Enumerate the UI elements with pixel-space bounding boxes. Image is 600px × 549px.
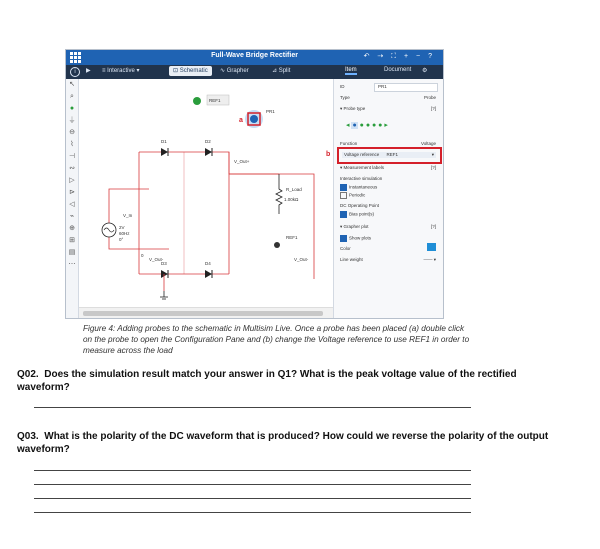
periodic-checkbox[interactable]: Periodic [340,192,365,199]
probe-icon[interactable]: ● [69,105,75,112]
search-icon[interactable]: ⌕ [70,93,74,100]
label-vout-minus-right: V_Out- [294,257,309,262]
line-weight-dropdown[interactable]: ―― ▾ [423,257,436,262]
question-q02 [17,368,567,394]
horizontal-scrollbar[interactable] [79,307,333,319]
diode-d2 [205,148,212,156]
probe-ref-label: REF1 [209,98,221,103]
type-label: Type [340,95,350,100]
probe-top [193,97,201,105]
transistor-icon[interactable]: ⊳ [69,189,75,196]
color-label: Color [340,246,351,251]
instantaneous-checkbox[interactable]: Instantaneous [340,184,377,191]
label-pr1: PR1 [266,109,275,114]
configuration-pane [326,79,444,318]
answer-line [34,470,471,471]
marker-a: a [239,117,243,124]
bias-points-checkbox[interactable]: Bias point(s) [340,211,374,218]
misc-icon[interactable]: ⋯ [68,261,76,268]
title-bar [66,50,443,65]
figure-caption: Figure 4: Adding probes to the schematic in Multisim Live. Once a probe has been placed (a) double click on the probe to open the Configuration Pane and (b) change the Voltage reference to use REF1 in order to measure across the load [83,324,470,355]
label-d3: D3 [161,261,167,266]
help-icon[interactable]: [?] [430,224,436,229]
tab-schematic[interactable]: ⊡ Schematic [169,66,212,76]
capacitor-icon[interactable]: ⊣ [68,153,76,160]
diode-icon[interactable]: ▷ [69,177,75,184]
voltage-reference-dropdown[interactable]: Voltage reference REF1 ▾ [344,152,434,157]
logic-icon[interactable]: ⊞ [69,237,75,244]
probe-pr1 [250,115,258,123]
source-icon[interactable]: ⊖ [69,129,75,136]
answer-line [34,498,471,499]
wire-top [139,152,279,174]
question-number: Q02. [17,369,39,380]
question-number: Q03. [17,431,39,442]
function-label: Function [340,141,358,146]
color-swatch[interactable] [427,243,436,251]
label-rvalue: 1.00kΩ [284,197,299,202]
pointer-icon[interactable]: ↖ [69,81,75,88]
resistor-rload [276,174,282,214]
mcu-icon[interactable]: ▤ [68,249,76,256]
gear-icon[interactable]: ⚙ [422,68,428,74]
play-icon[interactable]: ▶ [86,68,91,74]
label-d1: D1 [161,139,167,144]
schematic-canvas[interactable] [79,79,333,307]
inductor-icon[interactable]: ∾ [69,165,75,172]
label-vin: V_In [123,213,133,218]
voltage-reference-highlight [337,147,442,164]
label-vout-plus: V_Out+ [234,159,250,164]
label-d4: D4 [205,261,211,266]
tab-split[interactable]: ⊿ Split [272,68,291,74]
switch-icon[interactable]: ⌁ [69,213,75,220]
line-weight-label: Line weight [340,257,363,262]
probe-type-selector[interactable]: ◂ ● ● ● ● ● ▸ [346,122,388,129]
help-icon[interactable]: [?] [430,165,436,170]
show-plots-checkbox[interactable]: Show plots [340,235,371,242]
grapher-plot-header[interactable]: ▾ Grapher plot [340,224,369,229]
label-zero: 0 [141,253,144,258]
ground-symbol [160,291,168,299]
diode-d4 [205,270,212,278]
probe-type-header[interactable]: ▾ Probe type [340,106,366,111]
component-palette [66,79,79,318]
label-ref1-right: REF1 [286,235,298,240]
dc-op-label: DC Operating Point [340,203,380,208]
marker-b: b [326,151,331,158]
question-text: What is the polarity of the DC waveform that is produced? How could we reverse the polarity of the output waveform? [17,431,549,455]
toolbar [66,65,443,79]
function-value: Voltage [420,141,436,146]
meter-icon[interactable]: ⊕ [69,225,75,232]
diode-d3 [161,270,168,278]
label-src-ph: 0° [119,237,124,242]
ground-icon[interactable]: ⏚ [68,117,76,124]
label-rload: R_Load [286,187,302,192]
window-title: Full-Wave Bridge Rectifier [211,52,298,59]
pane-tab-item[interactable]: Item [345,67,357,73]
multisim-screenshot [65,49,444,319]
resistor-icon[interactable]: ⌇ [70,141,74,148]
question-q03 [17,430,567,456]
pane-tab-document[interactable]: Document [384,67,412,73]
label-src-f: 60Hz [119,231,130,236]
help-icon[interactable]: [?] [430,106,436,111]
type-value: Probe [423,95,436,100]
id-label: ID [340,84,345,89]
info-icon[interactable]: i [70,67,80,77]
question-text: Does the simulation result match your answer in Q1? What is the peak voltage value of the rectified waveform? [17,369,517,393]
measurement-labels-header[interactable]: ▾ Measurement labels [340,165,385,170]
interactive-sim-label: Interactive simulation [340,176,383,181]
probe-ref1 [274,242,280,248]
label-d2: D2 [205,139,211,144]
label-vout-minus: V_Out- [149,257,164,262]
title-actions-icon[interactable]: ↶ ⇢ ⛶ + − ? [363,53,435,60]
opamp-icon[interactable]: ◁ [69,201,75,208]
answer-line [34,484,471,485]
answer-line [34,512,471,513]
tab-grapher[interactable]: ∿ Grapher [220,68,249,74]
id-value: PR1 [378,84,387,89]
label-src-v: 2V [119,225,125,230]
mode-dropdown[interactable]: ≡ Interactive ▾ [102,68,140,74]
diode-d1 [161,148,168,156]
answer-line [34,407,471,408]
